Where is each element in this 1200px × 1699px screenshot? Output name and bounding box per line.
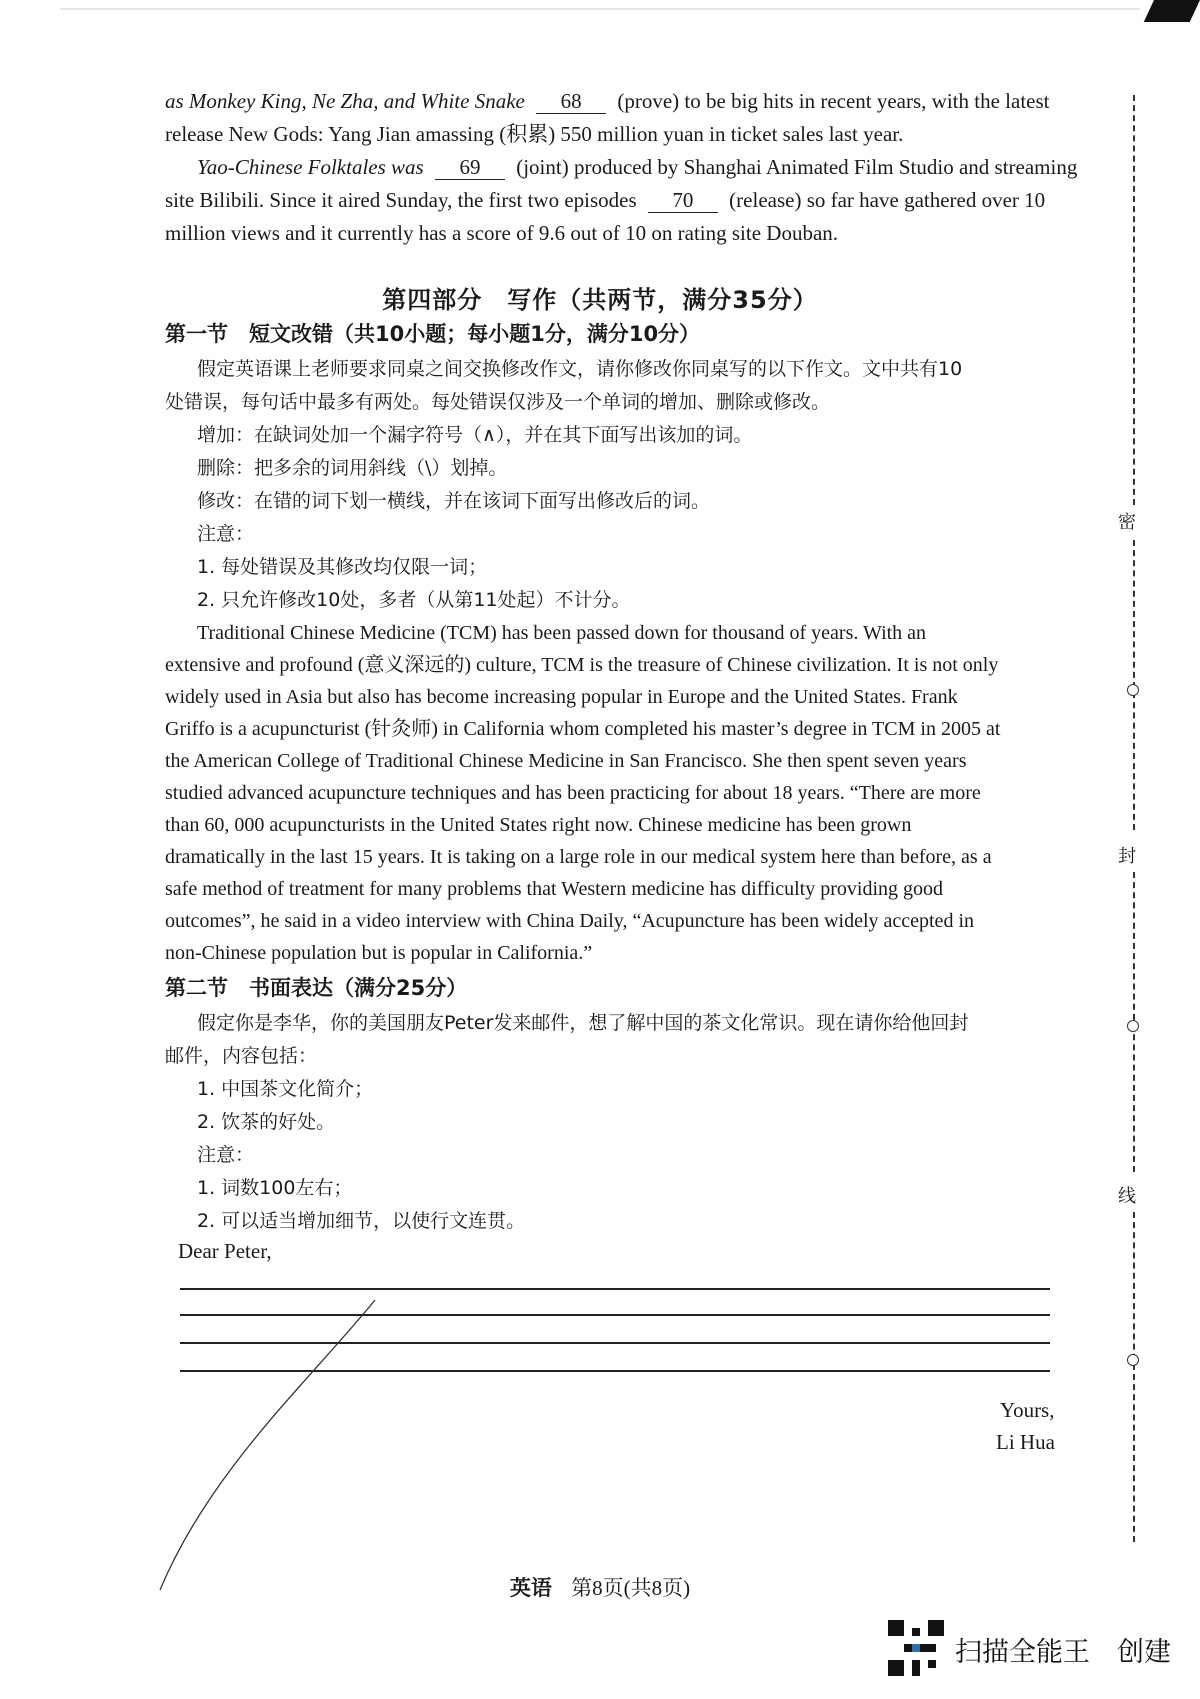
note-item: 2. 可以适当增加细节，以使行文连贯。 [197, 1210, 526, 1232]
instruction-text: 处错误，每句话中最多有两处。每处错误仅涉及一个单词的增加、删除或修改。 [165, 391, 831, 413]
seal-circle [1127, 684, 1139, 696]
scanner-watermark: 扫描全能王 创建 [955, 1637, 1171, 1668]
answer-blank-69[interactable]: 69 [435, 155, 505, 180]
correction-passage-line: widely used in Asia but also has become increasing popular in Europe and the United States. Frank [165, 686, 958, 708]
seal-mark-char: 封 [1118, 846, 1136, 867]
passage-line: Yao-Chinese Folktales was 69 (joint) produced by Shanghai Animated Film Studio and streaming [197, 155, 1078, 179]
section2-heading: 第二节 书面表达（满分25分） [165, 976, 468, 1000]
scan-corner-mark [1144, 0, 1200, 22]
instruction-modify: 修改：在错的词下划一横线，并在该词下面写出修改后的词。 [197, 490, 711, 512]
correction-passage-line: than 60, 000 acupuncturists in the United States right now. Chinese medicine has been grown [165, 814, 912, 836]
note-item: 1. 每处错误及其修改均仅限一词； [197, 556, 488, 578]
passage-line: release New Gods: Yang Jian amassing (积累) 550 million yuan in ticket sales last year. [165, 122, 904, 146]
writing-item: 1. 中国茶文化简介； [197, 1078, 374, 1100]
correction-passage-line: Griffo is a acupuncturist (针灸师) in California whom completed his master’s degree in TCM in 2005 at [165, 718, 1001, 740]
correction-passage-line: Traditional Chinese Medicine (TCM) has been passed down for thousand of years. With an [197, 622, 927, 644]
note-item: 1. 词数100左右； [197, 1177, 353, 1199]
writing-item: 2. 饮茶的好处。 [197, 1111, 336, 1133]
writing-prompt: 假定你是李华，你的美国朋友Peter发来邮件，想了解中国的茶文化常识。现在请你给他回封 [197, 1012, 969, 1034]
correction-passage-line: extensive and profound (意义深远的) culture, TCM is the treasure of Chinese civilization. It is not only [165, 654, 999, 676]
qr-code-icon [888, 1620, 944, 1676]
seal-line [1133, 95, 1135, 505]
seal-circle [1127, 1354, 1139, 1366]
top-edge-line [60, 8, 1140, 10]
correction-passage-line: outcomes”, he said in a video interview with China Daily, “Acupuncture has been widely accepted in [165, 910, 974, 932]
seal-mark-char: 密 [1118, 512, 1136, 533]
footer-subject: 英语 [509, 1576, 552, 1600]
section1-heading: 第一节 短文改错（共10小题；每小题1分，满分10分） [165, 322, 701, 346]
page-footer [0, 1572, 1200, 1602]
writing-prompt: 邮件，内容包括： [165, 1045, 318, 1067]
instruction-add: 增加：在缺词处加一个漏字符号（∧），并在其下面写出该加的词。 [197, 424, 753, 446]
seal-line [1133, 1212, 1135, 1542]
letter-signature: Li Hua [996, 1430, 1055, 1454]
correction-passage-line: non-Chinese population but is popular in California.” [165, 942, 593, 964]
note-label: 注意： [197, 523, 255, 545]
seal-mark-char: 线 [1118, 1186, 1136, 1207]
passage-line: as Monkey King, Ne Zha, and White Snake 68 (prove) to be big hits in recent years, with the latest [165, 89, 1050, 113]
correction-passage-line: the American College of Traditional Chinese Medicine in San Francisco. She then spent seven years [165, 750, 967, 772]
letter-greeting: Dear Peter, [178, 1239, 272, 1263]
letter-closing: Yours, [1000, 1398, 1055, 1422]
instruction-delete: 删除：把多余的词用斜线（\）划掉。 [197, 457, 508, 479]
part-title: 第四部分 写作（共两节，满分35分） [382, 286, 818, 314]
seal-circle [1127, 1020, 1139, 1032]
correction-passage-line: studied advanced acupuncture techniques and has been practicing for about 18 years. “There are more [165, 782, 981, 804]
answer-blank-68[interactable]: 68 [536, 89, 606, 114]
answer-blank-70[interactable]: 70 [648, 188, 718, 213]
note-label: 注意： [197, 1144, 255, 1166]
passage-line: million views and it currently has a score of 9.6 out of 10 on rating site Douban. [165, 221, 839, 245]
passage-line: site Bilibili. Since it aired Sunday, the first two episodes 70 (release) so far have gathered over 10 [165, 188, 1046, 212]
correction-passage-line: safe method of treatment for many problems that Western medicine has difficulty providing good [165, 878, 944, 900]
footer-page-number: 第8页(共8页) [571, 1576, 691, 1600]
correction-passage-line: dramatically in the last 15 years. It is taking on a large role in our medical system here than before, as a [165, 846, 992, 868]
instruction-text: 假定英语课上老师要求同桌之间交换修改作文，请你修改你同桌写的以下作文。文中共有10 [197, 358, 963, 380]
note-item: 2. 只允许修改10处，多者（从第11处起）不计分。 [197, 589, 631, 611]
